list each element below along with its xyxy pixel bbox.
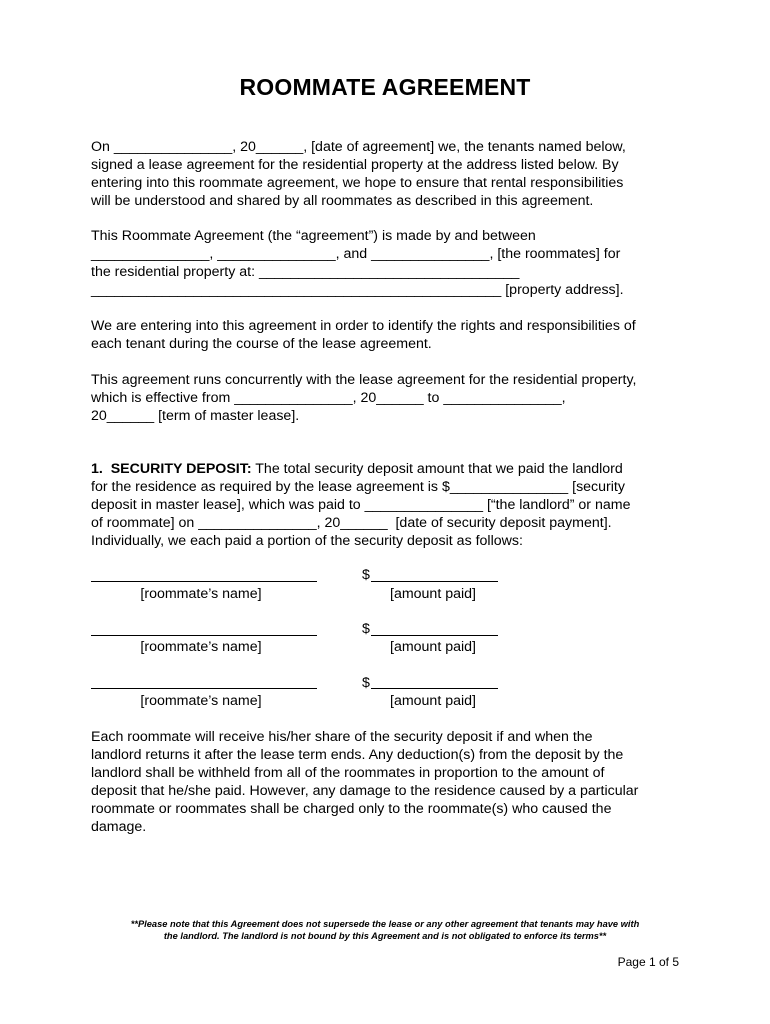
deposit-return-line: landlord shall be withheld from all of the roommates in proportion to the amount of bbox=[91, 765, 605, 781]
roommate-name-line bbox=[91, 581, 317, 582]
footnote bbox=[60, 918, 710, 942]
roommate-name-line bbox=[91, 688, 317, 689]
amount-line bbox=[371, 688, 498, 689]
roommate-name-line bbox=[91, 635, 317, 636]
term-line: 20______ [term of master lease]. bbox=[91, 408, 300, 424]
deposit-return-line: deposit that he/she paid. However, any damage to the residence caused by a particular bbox=[91, 783, 639, 799]
footnote-line: **Please note that this Agreement does not supersede the lease or any other agreement that tenants may have with bbox=[130, 919, 640, 929]
security-deposit-line: deposit in master lease], which was paid to _______________ [“the landlord” or name bbox=[91, 497, 631, 513]
deposit-return-line: Each roommate will receive his/her share of the security deposit if and when the bbox=[91, 729, 593, 745]
parties-line: _______________, _______________, and _______________, [the roommates] for bbox=[91, 246, 621, 262]
security-deposit-line: for the residence as required by the lease agreement is $_______________ [security bbox=[91, 479, 625, 495]
security-deposit-first-line bbox=[91, 460, 691, 478]
roommate-name-label: [roommate’s name] bbox=[140, 639, 262, 655]
intro-line: entering into this roommate agreement, we hope to ensure that rental responsibilities bbox=[91, 175, 624, 191]
dollar-sign: $ bbox=[362, 675, 370, 691]
deposit-return-line: roommate or roommates shall be charged only to the roommate(s) who caused the bbox=[91, 801, 612, 817]
term-line: which is effective from _______________, 20______ to _______________, bbox=[91, 390, 566, 406]
deposit-return-line: landlord returns it after the lease term ends. Any deduction(s) from the deposit by the bbox=[91, 747, 624, 763]
page-number: Page 1 of 5 bbox=[617, 955, 679, 969]
purpose-line: We are entering into this agreement in order to identify the rights and responsibilities of bbox=[91, 318, 636, 334]
term-paragraph bbox=[91, 371, 691, 425]
intro-paragraph bbox=[91, 138, 691, 210]
amount-line bbox=[371, 581, 498, 582]
parties-line: the residential property at: _________________________________ bbox=[91, 264, 520, 280]
dollar-sign: $ bbox=[362, 621, 370, 637]
purpose-paragraph bbox=[91, 317, 691, 353]
intro-line: signed a lease agreement for the residential property at the address listed below. By bbox=[91, 157, 619, 173]
security-deposit-text: The total security deposit amount that we paid the landlord bbox=[251, 461, 623, 477]
footnote-line: the landlord. The landlord is not bound by this Agreement and is not obligated to enforce its terms** bbox=[163, 931, 607, 941]
security-deposit-section bbox=[91, 460, 691, 550]
security-deposit-line: of roommate] on _______________, 20______ [date of security deposit payment]. bbox=[91, 515, 612, 531]
amount-paid-label: [amount paid] bbox=[390, 693, 476, 709]
term-line: This agreement runs concurrently with the lease agreement for the residential property, bbox=[91, 372, 637, 388]
roommate-name-label: [roommate’s name] bbox=[140, 586, 262, 602]
amount-paid-label: [amount paid] bbox=[390, 586, 476, 602]
deposit-return-line: damage. bbox=[91, 819, 147, 835]
deposit-return-paragraph bbox=[91, 728, 691, 836]
section-heading: 1. SECURITY DEPOSIT: bbox=[91, 461, 252, 477]
roommate-name-label: [roommate’s name] bbox=[140, 693, 262, 709]
parties-line: This Roommate Agreement (the “agreement”) is made by and between bbox=[91, 228, 536, 244]
dollar-sign: $ bbox=[362, 567, 370, 583]
parties-paragraph bbox=[91, 227, 691, 299]
amount-paid-label: [amount paid] bbox=[390, 639, 476, 655]
document-title: ROOMMATE AGREEMENT bbox=[239, 74, 531, 100]
purpose-line: each tenant during the course of the lease agreement. bbox=[91, 336, 432, 352]
security-deposit-line: Individually, we each paid a portion of the security deposit as follows: bbox=[91, 533, 523, 549]
amount-line bbox=[371, 635, 498, 636]
parties-line: ____________________________________________________ [property address]. bbox=[91, 282, 624, 298]
intro-line: will be understood and shared by all roommates as described in this agreement. bbox=[91, 193, 594, 209]
intro-line: On _______________, 20______, [date of agreement] we, the tenants named below, bbox=[91, 139, 626, 155]
